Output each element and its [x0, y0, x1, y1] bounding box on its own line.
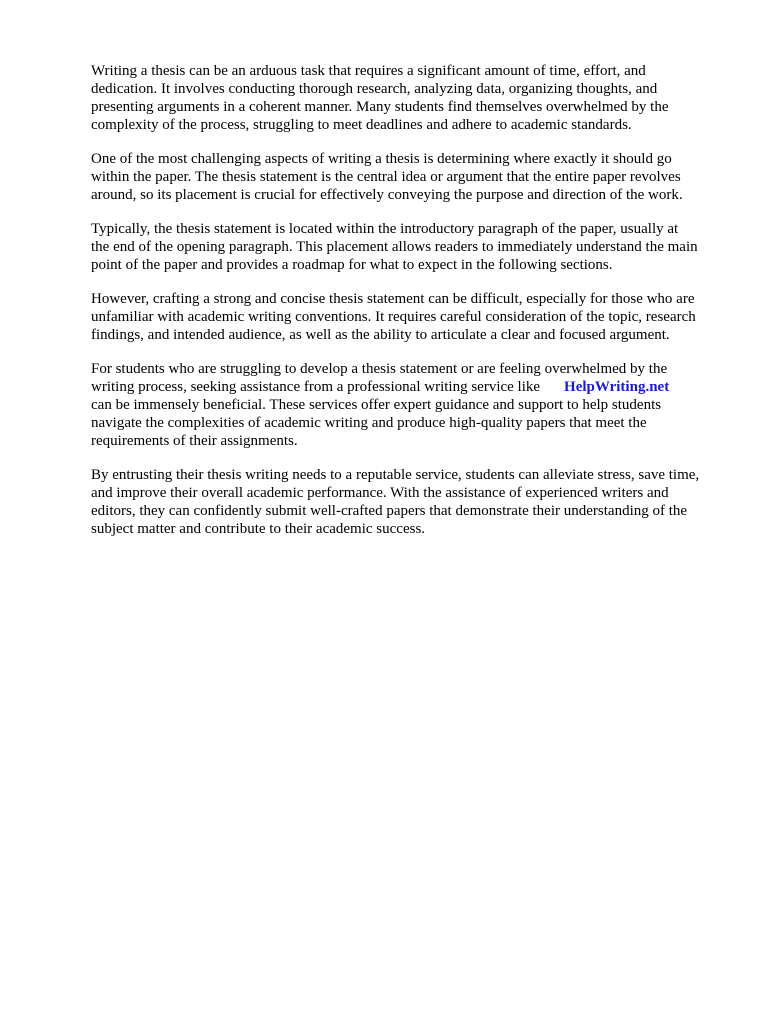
- text-line: subject matter and contribute to their academic success.: [91, 521, 426, 537]
- text-line: One of the most challenging aspects of writing a thesis is determining where exactly it should go: [91, 151, 672, 167]
- paragraph-challenges: [91, 150, 721, 204]
- text-line: dedication. It involves conducting thorough research, analyzing data, organizing thoughts, and: [91, 81, 658, 97]
- text-line: and improve their overall academic performance. With the assistance of experienced writers and: [91, 485, 669, 501]
- paragraph-assistance: [91, 360, 721, 450]
- text-line: For students who are struggling to develop a thesis statement or are feeling overwhelmed by the: [91, 361, 668, 377]
- text-line: unfamiliar with academic writing conventions. It requires careful consideration of the topic, research: [91, 309, 696, 325]
- text-line: editors, they can confidently submit well-crafted papers that demonstrate their understanding of the: [91, 503, 688, 519]
- paragraph-conclusion: [91, 466, 721, 538]
- text-line: Typically, the thesis statement is located within the introductory paragraph of the paper, usually at: [91, 221, 679, 237]
- text-line: requirements of their assignments.: [91, 433, 298, 449]
- text-line: navigate the complexities of academic writing and produce high-quality papers that meet the: [91, 415, 647, 431]
- text-segment: writing process, seeking assistance from a professional writing service like: [91, 379, 541, 395]
- document-page: [91, 62, 721, 554]
- text-line: However, crafting a strong and concise thesis statement can be difficult, especially for those who are: [91, 291, 695, 307]
- text-line: complexity of the process, struggling to meet deadlines and adhere to academic standards.: [91, 117, 632, 133]
- text-line: the end of the opening paragraph. This placement allows readers to immediately understand the main: [91, 239, 698, 255]
- text-line: By entrusting their thesis writing needs to a reputable service, students can alleviate stress, save time,: [91, 467, 700, 483]
- text-line: within the paper. The thesis statement is the central idea or argument that the entire paper revolves: [91, 169, 681, 185]
- text-line: around, so its placement is crucial for effectively conveying the purpose and direction of the work.: [91, 187, 683, 203]
- paragraph-crafting: [91, 290, 721, 344]
- text-line: Writing a thesis can be an arduous task that requires a significant amount of time, effort, and: [91, 63, 646, 79]
- paragraph-intro: [91, 62, 721, 134]
- helpwriting-link[interactable]: HelpWriting.net: [564, 379, 670, 395]
- text-line: can be immensely beneficial. These services offer expert guidance and support to help students: [91, 397, 662, 413]
- paragraph-placement: [91, 220, 721, 274]
- text-line: findings, and intended audience, as well as the ability to articulate a clear and focused argument.: [91, 327, 670, 343]
- text-line-with-link: [91, 378, 721, 396]
- text-line: point of the paper and provides a roadmap for what to expect in the following sections.: [91, 257, 613, 273]
- text-line: presenting arguments in a coherent manner. Many students find themselves overwhelmed by the: [91, 99, 669, 115]
